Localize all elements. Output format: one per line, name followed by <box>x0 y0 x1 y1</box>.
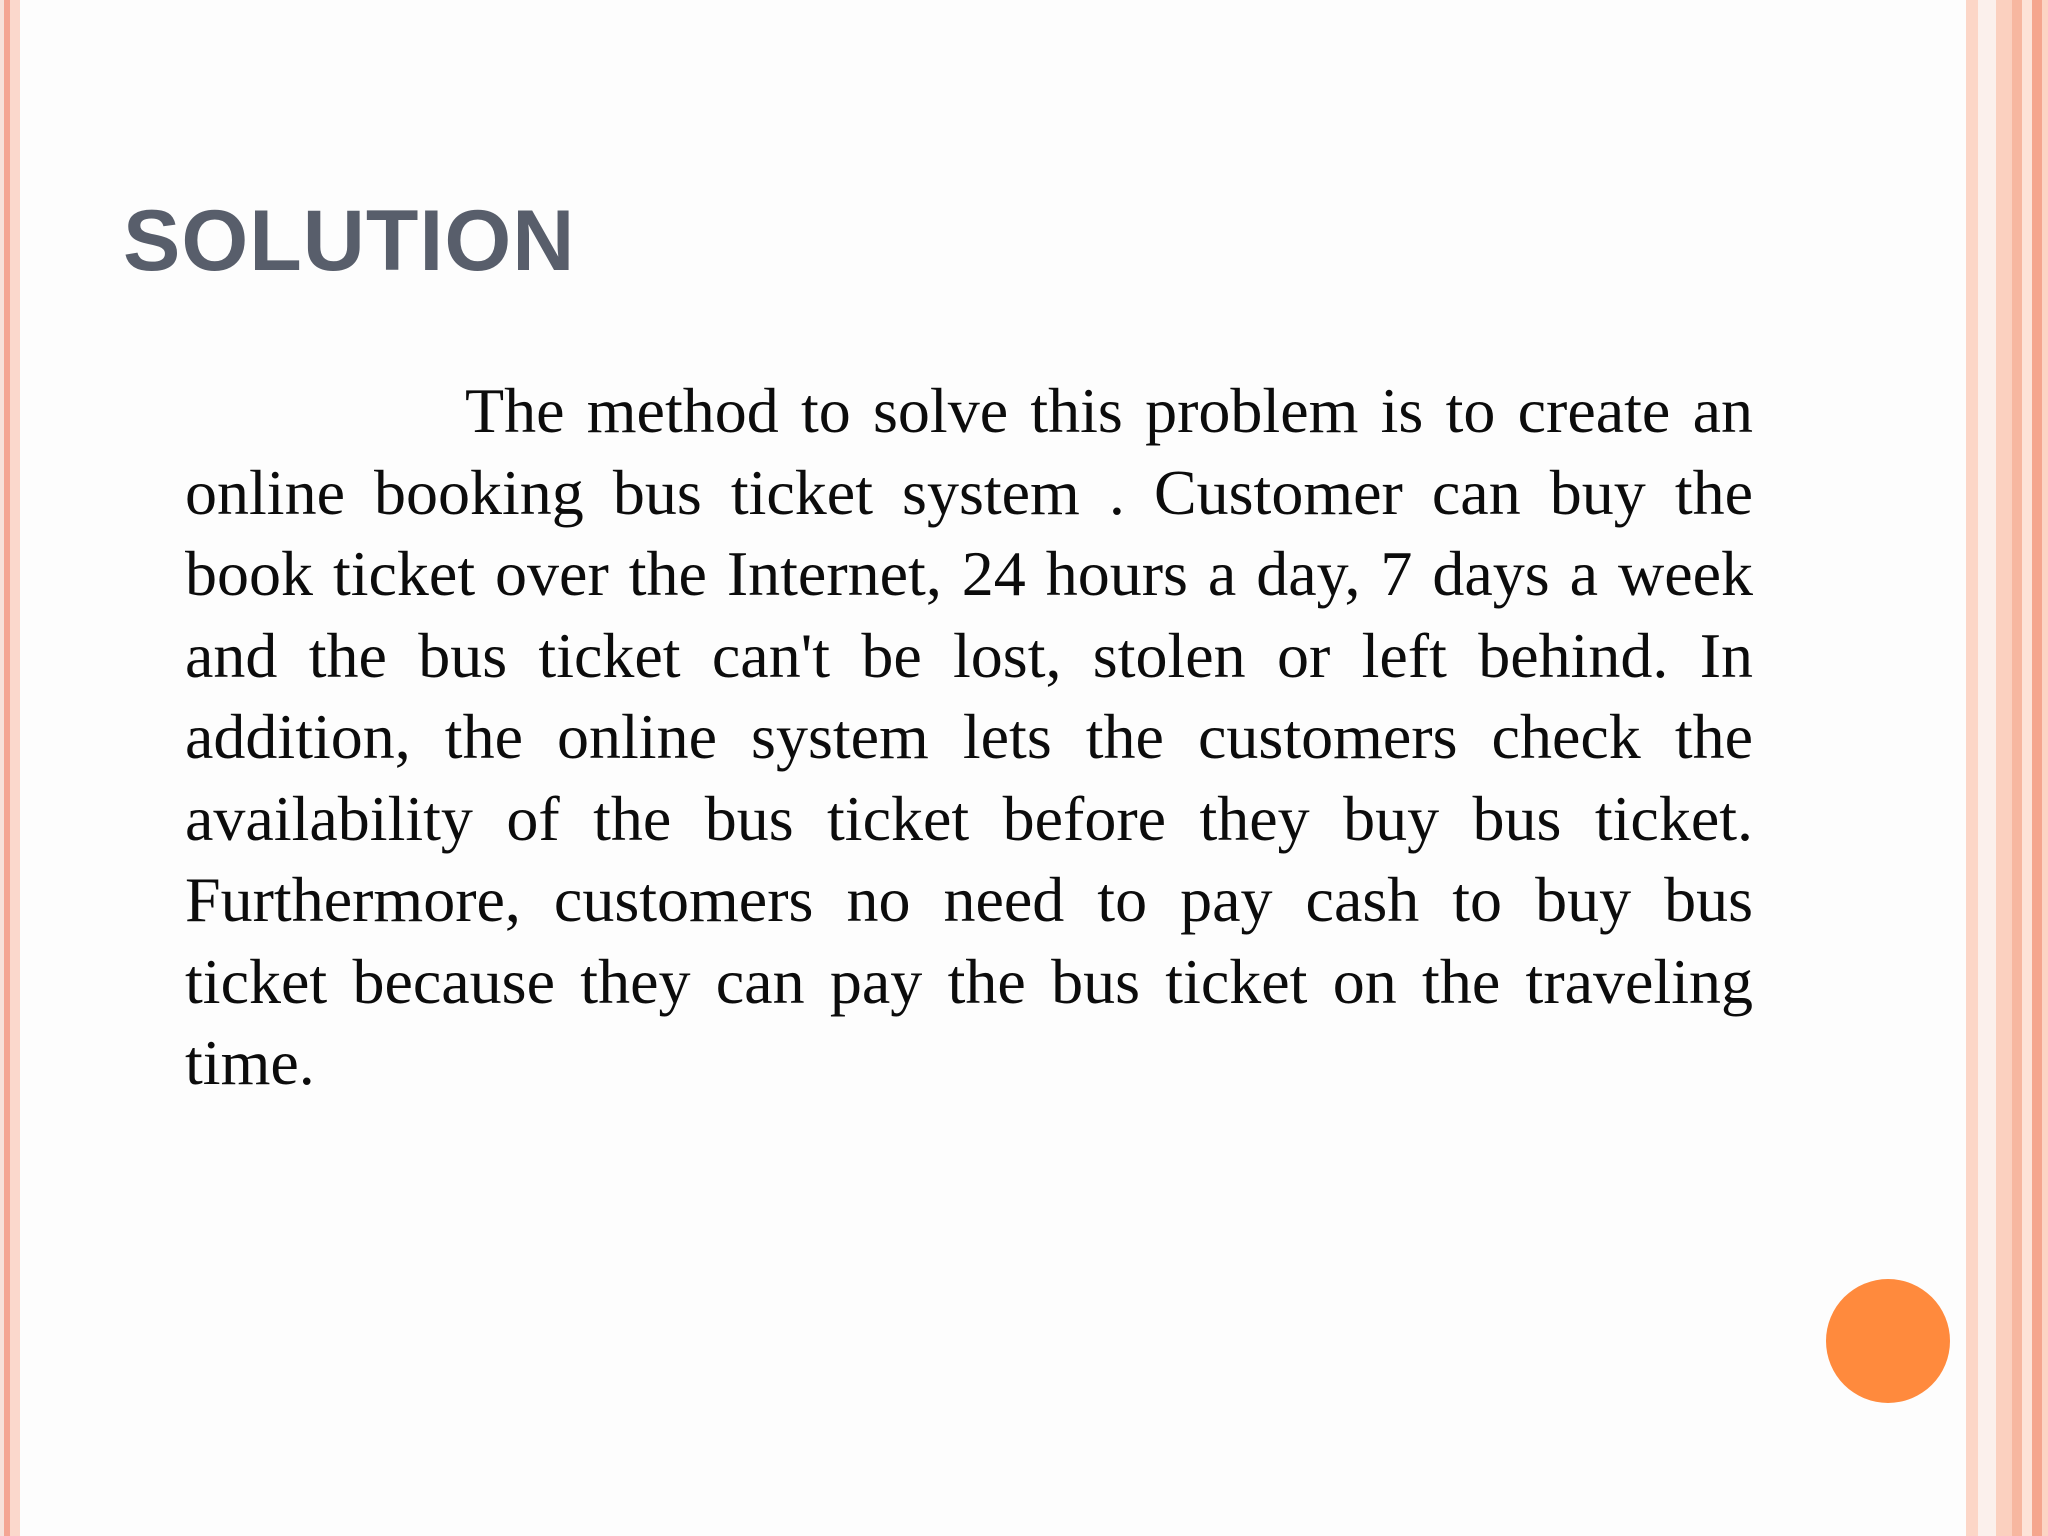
slide-title: SOLUTION <box>123 193 576 289</box>
left-decorative-border <box>0 0 20 1536</box>
slide-body-text: The method to solve this problem is to create an online booking bus ticket system . Customer can buy the book ticket over the Internet, 24 hours a day, 7 days a week and the bus ticket can't be lost, stolen or left behind. In addition, the online system lets the customers check the availability of the bus ticket before they buy bus ticket. Furthermore, customers no need to pay cash to buy bus ticket because they can pay the bus ticket on the traveling time. <box>185 375 1753 1098</box>
orange-circle-decoration <box>1826 1279 1950 1403</box>
right-decorative-border <box>1966 0 2048 1536</box>
